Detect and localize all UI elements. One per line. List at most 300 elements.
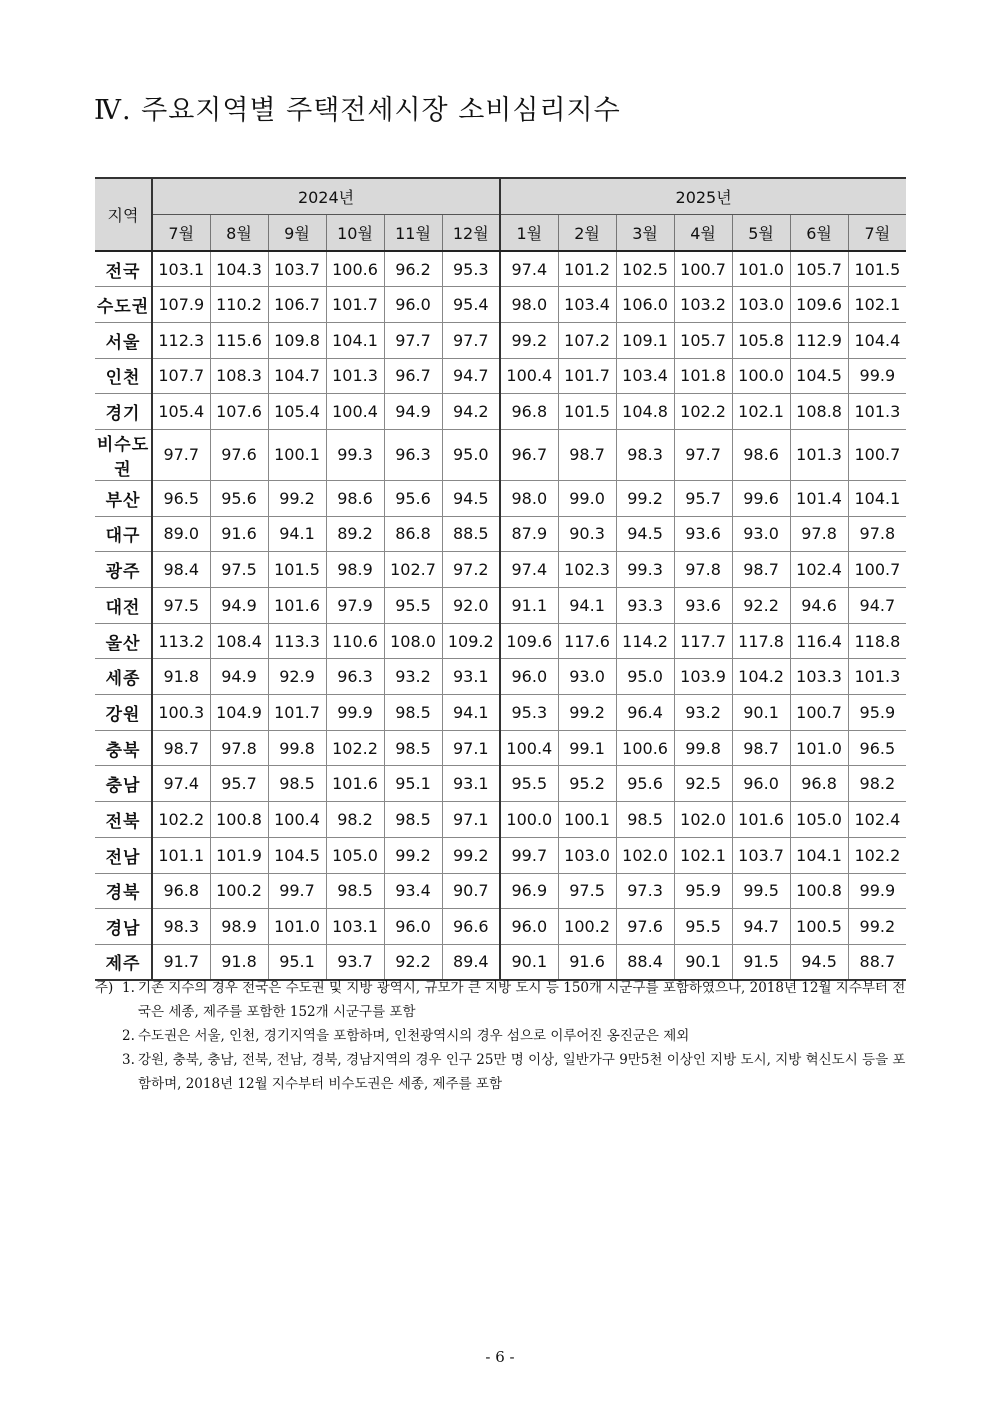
value-cell: 99.2 (848, 909, 906, 945)
value-cell: 95.0 (616, 659, 674, 695)
value-cell: 101.0 (790, 730, 848, 766)
value-cell: 109.2 (442, 623, 500, 659)
value-cell: 107.7 (152, 358, 210, 394)
footnote-number: 3. (122, 1052, 135, 1068)
table-row (95, 251, 906, 287)
value-cell: 101.7 (558, 358, 616, 394)
month-header: 6월 (790, 215, 848, 252)
value-cell: 96.0 (500, 909, 558, 945)
value-cell: 100.1 (268, 429, 326, 480)
value-cell: 100.6 (326, 251, 384, 287)
value-cell: 103.3 (790, 659, 848, 695)
value-cell: 99.2 (616, 480, 674, 516)
value-cell: 100.2 (558, 909, 616, 945)
value-cell: 102.2 (152, 802, 210, 838)
value-cell: 98.4 (152, 552, 210, 588)
region-cell: 인천 (95, 358, 152, 394)
value-cell: 100.0 (732, 358, 790, 394)
value-cell: 117.7 (674, 623, 732, 659)
value-cell: 102.0 (674, 802, 732, 838)
footnote-text: 기존 지수의 경우 전국은 수도권 및 지방 광역시, 규모가 큰 지방 도시 등 150개 시군구를 포함하였으나, 2018년 12월 지수부터 전국은 세종, 제주를 포함한 152개 시군구를 포함 (138, 980, 906, 1020)
region-cell: 대구 (95, 516, 152, 552)
value-cell: 95.7 (674, 480, 732, 516)
value-cell: 116.4 (790, 623, 848, 659)
value-cell: 99.2 (558, 695, 616, 731)
value-cell: 100.0 (500, 802, 558, 838)
value-cell: 104.9 (210, 695, 268, 731)
value-cell: 96.2 (384, 251, 442, 287)
value-cell: 104.1 (848, 480, 906, 516)
value-cell: 87.9 (500, 516, 558, 552)
value-cell: 93.4 (384, 873, 442, 909)
value-cell: 93.2 (384, 659, 442, 695)
value-cell: 101.3 (326, 358, 384, 394)
value-cell: 99.2 (500, 322, 558, 358)
value-cell: 102.7 (384, 552, 442, 588)
value-cell: 94.7 (442, 358, 500, 394)
value-cell: 102.5 (616, 251, 674, 287)
region-cell: 충남 (95, 766, 152, 802)
value-cell: 88.4 (616, 944, 674, 980)
value-cell: 95.6 (616, 766, 674, 802)
value-cell: 107.6 (210, 394, 268, 430)
value-cell: 104.2 (732, 659, 790, 695)
value-cell: 105.4 (152, 394, 210, 430)
value-cell: 108.0 (384, 623, 442, 659)
value-cell: 96.5 (152, 480, 210, 516)
value-cell: 98.7 (558, 429, 616, 480)
value-cell: 96.8 (500, 394, 558, 430)
index-table (95, 177, 906, 981)
value-cell: 99.8 (674, 730, 732, 766)
table-row (95, 802, 906, 838)
value-cell: 91.1 (500, 588, 558, 624)
value-cell: 103.0 (732, 287, 790, 323)
value-cell: 99.2 (384, 837, 442, 873)
value-cell: 96.6 (442, 909, 500, 945)
value-cell: 115.6 (210, 322, 268, 358)
value-cell: 95.3 (500, 695, 558, 731)
value-cell: 88.7 (848, 944, 906, 980)
footnote-3 (95, 1048, 907, 1096)
table-row (95, 873, 906, 909)
region-cell: 부산 (95, 480, 152, 516)
value-cell: 91.7 (152, 944, 210, 980)
region-cell: 경남 (95, 909, 152, 945)
value-cell: 102.0 (616, 837, 674, 873)
value-cell: 104.5 (268, 837, 326, 873)
value-cell: 97.8 (210, 730, 268, 766)
month-header-row (95, 215, 906, 252)
value-cell: 97.6 (210, 429, 268, 480)
value-cell: 101.6 (732, 802, 790, 838)
value-cell: 100.4 (268, 802, 326, 838)
value-cell: 110.6 (326, 623, 384, 659)
page-title: Ⅳ. 주요지역별 주택전세시장 소비심리지수 (94, 95, 621, 126)
value-cell: 94.5 (790, 944, 848, 980)
value-cell: 97.6 (616, 909, 674, 945)
value-cell: 100.4 (326, 394, 384, 430)
value-cell: 98.5 (268, 766, 326, 802)
value-cell: 92.5 (674, 766, 732, 802)
value-cell: 109.6 (500, 623, 558, 659)
value-cell: 91.6 (210, 516, 268, 552)
value-cell: 96.8 (152, 873, 210, 909)
value-cell: 95.9 (848, 695, 906, 731)
value-cell: 97.7 (384, 322, 442, 358)
value-cell: 101.7 (326, 287, 384, 323)
value-cell: 96.8 (790, 766, 848, 802)
table-row (95, 659, 906, 695)
value-cell: 95.7 (210, 766, 268, 802)
value-cell: 95.4 (442, 287, 500, 323)
region-cell: 전국 (95, 251, 152, 287)
value-cell: 94.5 (442, 480, 500, 516)
value-cell: 95.6 (210, 480, 268, 516)
value-cell: 98.5 (384, 695, 442, 731)
value-cell: 92.2 (732, 588, 790, 624)
value-cell: 100.7 (848, 429, 906, 480)
value-cell: 102.4 (790, 552, 848, 588)
value-cell: 117.8 (732, 623, 790, 659)
value-cell: 101.4 (790, 480, 848, 516)
value-cell: 101.3 (848, 394, 906, 430)
value-cell: 100.7 (674, 251, 732, 287)
value-cell: 97.7 (442, 322, 500, 358)
value-cell: 106.0 (616, 287, 674, 323)
value-cell: 94.9 (384, 394, 442, 430)
value-cell: 103.4 (558, 287, 616, 323)
value-cell: 93.0 (558, 659, 616, 695)
value-cell: 99.2 (268, 480, 326, 516)
value-cell: 97.2 (442, 552, 500, 588)
value-cell: 92.2 (384, 944, 442, 980)
region-column-header: 지역 (95, 178, 152, 251)
value-cell: 96.0 (732, 766, 790, 802)
value-cell: 103.7 (732, 837, 790, 873)
value-cell: 94.1 (442, 695, 500, 731)
region-cell: 울산 (95, 623, 152, 659)
value-cell: 95.9 (674, 873, 732, 909)
value-cell: 105.7 (674, 322, 732, 358)
value-cell: 113.3 (268, 623, 326, 659)
value-cell: 98.5 (616, 802, 674, 838)
table-row (95, 394, 906, 430)
value-cell: 105.0 (790, 802, 848, 838)
table-row (95, 429, 906, 480)
value-cell: 98.7 (732, 552, 790, 588)
value-cell: 100.4 (500, 730, 558, 766)
table-row (95, 287, 906, 323)
value-cell: 113.2 (152, 623, 210, 659)
value-cell: 98.0 (500, 480, 558, 516)
value-cell: 93.1 (442, 766, 500, 802)
value-cell: 99.0 (558, 480, 616, 516)
month-header: 1월 (500, 215, 558, 252)
value-cell: 102.4 (848, 802, 906, 838)
year-2025-header: 2025년 (500, 178, 906, 215)
value-cell: 100.2 (210, 873, 268, 909)
value-cell: 94.1 (558, 588, 616, 624)
value-cell: 93.3 (616, 588, 674, 624)
value-cell: 90.1 (500, 944, 558, 980)
value-cell: 92.9 (268, 659, 326, 695)
value-cell: 101.3 (790, 429, 848, 480)
value-cell: 102.1 (848, 287, 906, 323)
value-cell: 101.3 (848, 659, 906, 695)
value-cell: 90.1 (674, 944, 732, 980)
value-cell: 94.9 (210, 588, 268, 624)
value-cell: 96.0 (500, 659, 558, 695)
region-cell: 전남 (95, 837, 152, 873)
value-cell: 91.8 (152, 659, 210, 695)
value-cell: 97.5 (558, 873, 616, 909)
value-cell: 107.9 (152, 287, 210, 323)
value-cell: 102.3 (558, 552, 616, 588)
value-cell: 99.7 (500, 837, 558, 873)
value-cell: 98.0 (500, 287, 558, 323)
table-row (95, 837, 906, 873)
value-cell: 95.1 (384, 766, 442, 802)
value-cell: 97.1 (442, 802, 500, 838)
value-cell: 99.5 (732, 873, 790, 909)
value-cell: 103.7 (268, 251, 326, 287)
value-cell: 94.6 (790, 588, 848, 624)
value-cell: 103.0 (558, 837, 616, 873)
value-cell: 90.3 (558, 516, 616, 552)
value-cell: 99.2 (442, 837, 500, 873)
value-cell: 95.0 (442, 429, 500, 480)
value-cell: 92.0 (442, 588, 500, 624)
month-header: 3월 (616, 215, 674, 252)
table-row (95, 909, 906, 945)
value-cell: 109.6 (790, 287, 848, 323)
value-cell: 108.8 (790, 394, 848, 430)
value-cell: 99.3 (616, 552, 674, 588)
value-cell: 103.1 (326, 909, 384, 945)
table-row (95, 730, 906, 766)
value-cell: 93.1 (442, 659, 500, 695)
value-cell: 112.9 (790, 322, 848, 358)
value-cell: 104.1 (790, 837, 848, 873)
value-cell: 91.6 (558, 944, 616, 980)
value-cell: 93.0 (732, 516, 790, 552)
value-cell: 97.4 (500, 552, 558, 588)
table-row (95, 766, 906, 802)
value-cell: 95.5 (500, 766, 558, 802)
value-cell: 100.4 (500, 358, 558, 394)
region-cell: 제주 (95, 944, 152, 980)
footnote-prefix: 주) (95, 980, 114, 996)
value-cell: 98.6 (732, 429, 790, 480)
month-header: 7월 (152, 215, 210, 252)
value-cell: 108.4 (210, 623, 268, 659)
table-row (95, 552, 906, 588)
value-cell: 108.3 (210, 358, 268, 394)
region-cell: 세종 (95, 659, 152, 695)
value-cell: 96.4 (616, 695, 674, 731)
footnote-text: 수도권은 서울, 인천, 경기지역을 포함하며, 인천광역시의 경우 섬으로 이루어진 옹진군은 제외 (138, 1028, 690, 1044)
value-cell: 98.6 (326, 480, 384, 516)
value-cell: 105.0 (326, 837, 384, 873)
value-cell: 100.6 (616, 730, 674, 766)
value-cell: 98.2 (848, 766, 906, 802)
value-cell: 95.3 (442, 251, 500, 287)
month-header: 4월 (674, 215, 732, 252)
value-cell: 99.3 (326, 429, 384, 480)
value-cell: 89.0 (152, 516, 210, 552)
value-cell: 96.7 (500, 429, 558, 480)
value-cell: 96.3 (326, 659, 384, 695)
value-cell: 94.2 (442, 394, 500, 430)
page-number: - 6 - (485, 1348, 515, 1366)
region-cell: 서울 (95, 322, 152, 358)
value-cell: 109.1 (616, 322, 674, 358)
value-cell: 102.1 (732, 394, 790, 430)
value-cell: 110.2 (210, 287, 268, 323)
value-cell: 98.3 (616, 429, 674, 480)
value-cell: 93.6 (674, 516, 732, 552)
value-cell: 105.8 (732, 322, 790, 358)
region-cell: 강원 (95, 695, 152, 731)
value-cell: 114.2 (616, 623, 674, 659)
value-cell: 89.2 (326, 516, 384, 552)
value-cell: 96.5 (848, 730, 906, 766)
value-cell: 98.3 (152, 909, 210, 945)
value-cell: 98.7 (152, 730, 210, 766)
value-cell: 100.1 (558, 802, 616, 838)
value-cell: 118.8 (848, 623, 906, 659)
value-cell: 91.5 (732, 944, 790, 980)
value-cell: 100.3 (152, 695, 210, 731)
value-cell: 101.0 (732, 251, 790, 287)
value-cell: 99.9 (848, 358, 906, 394)
value-cell: 97.7 (152, 429, 210, 480)
year-header-row (95, 178, 906, 215)
value-cell: 99.1 (558, 730, 616, 766)
value-cell: 99.7 (268, 873, 326, 909)
value-cell: 117.6 (558, 623, 616, 659)
value-cell: 97.4 (152, 766, 210, 802)
value-cell: 93.7 (326, 944, 384, 980)
value-cell: 93.2 (674, 695, 732, 731)
value-cell: 100.8 (210, 802, 268, 838)
table-row (95, 480, 906, 516)
value-cell: 97.5 (152, 588, 210, 624)
value-cell: 104.5 (790, 358, 848, 394)
value-cell: 96.7 (384, 358, 442, 394)
table-row (95, 322, 906, 358)
value-cell: 98.5 (384, 730, 442, 766)
value-cell: 86.8 (384, 516, 442, 552)
value-cell: 101.9 (210, 837, 268, 873)
value-cell: 103.1 (152, 251, 210, 287)
value-cell: 97.8 (674, 552, 732, 588)
value-cell: 96.9 (500, 873, 558, 909)
footnotes (95, 976, 907, 1096)
value-cell: 97.8 (790, 516, 848, 552)
value-cell: 109.8 (268, 322, 326, 358)
value-cell: 98.5 (326, 873, 384, 909)
value-cell: 101.5 (848, 251, 906, 287)
value-cell: 99.8 (268, 730, 326, 766)
month-header: 11월 (384, 215, 442, 252)
value-cell: 112.3 (152, 322, 210, 358)
value-cell: 97.3 (616, 873, 674, 909)
region-cell: 비수도권 (95, 429, 152, 480)
value-cell: 101.6 (326, 766, 384, 802)
value-cell: 95.2 (558, 766, 616, 802)
table-row (95, 623, 906, 659)
value-cell: 97.1 (442, 730, 500, 766)
value-cell: 100.5 (790, 909, 848, 945)
value-cell: 102.2 (326, 730, 384, 766)
month-header: 5월 (732, 215, 790, 252)
region-cell: 경기 (95, 394, 152, 430)
value-cell: 102.2 (674, 394, 732, 430)
table-row (95, 588, 906, 624)
value-cell: 106.7 (268, 287, 326, 323)
table-row (95, 358, 906, 394)
footnote-number: 2. (122, 1028, 135, 1044)
value-cell: 99.9 (326, 695, 384, 731)
value-cell: 101.8 (674, 358, 732, 394)
value-cell: 105.7 (790, 251, 848, 287)
value-cell: 97.7 (674, 429, 732, 480)
table-row (95, 944, 906, 980)
value-cell: 105.4 (268, 394, 326, 430)
value-cell: 101.6 (268, 588, 326, 624)
region-cell: 수도권 (95, 287, 152, 323)
value-cell: 100.7 (790, 695, 848, 731)
value-cell: 100.7 (848, 552, 906, 588)
region-cell: 광주 (95, 552, 152, 588)
value-cell: 97.4 (500, 251, 558, 287)
value-cell: 98.9 (326, 552, 384, 588)
value-cell: 104.1 (326, 322, 384, 358)
month-header: 7월 (848, 215, 906, 252)
value-cell: 88.5 (442, 516, 500, 552)
value-cell: 101.5 (268, 552, 326, 588)
value-cell: 96.3 (384, 429, 442, 480)
value-cell: 94.7 (732, 909, 790, 945)
value-cell: 103.2 (674, 287, 732, 323)
value-cell: 96.0 (384, 287, 442, 323)
value-cell: 98.9 (210, 909, 268, 945)
value-cell: 95.6 (384, 480, 442, 516)
value-cell: 101.0 (268, 909, 326, 945)
value-cell: 104.8 (616, 394, 674, 430)
region-cell: 대전 (95, 588, 152, 624)
footnote-number: 1. (122, 980, 135, 996)
value-cell: 104.4 (848, 322, 906, 358)
value-cell: 90.1 (732, 695, 790, 731)
footnote-text: 강원, 충북, 충남, 전북, 전남, 경북, 경남지역의 경우 인구 25만 명 이상, 일반가구 9만5천 이상인 지방 도시, 지방 혁신도시 등을 포함하며, 2018년 12월 지수부터 비수도권은 세종, 제주를 포함 (138, 1052, 906, 1092)
value-cell: 99.6 (732, 480, 790, 516)
value-cell: 101.5 (558, 394, 616, 430)
value-cell: 90.7 (442, 873, 500, 909)
value-cell: 94.7 (848, 588, 906, 624)
value-cell: 103.9 (674, 659, 732, 695)
month-header: 10월 (326, 215, 384, 252)
table-body (95, 251, 906, 980)
value-cell: 100.8 (790, 873, 848, 909)
value-cell: 91.8 (210, 944, 268, 980)
value-cell: 98.7 (732, 730, 790, 766)
value-cell: 94.1 (268, 516, 326, 552)
value-cell: 101.7 (268, 695, 326, 731)
value-cell: 94.9 (210, 659, 268, 695)
